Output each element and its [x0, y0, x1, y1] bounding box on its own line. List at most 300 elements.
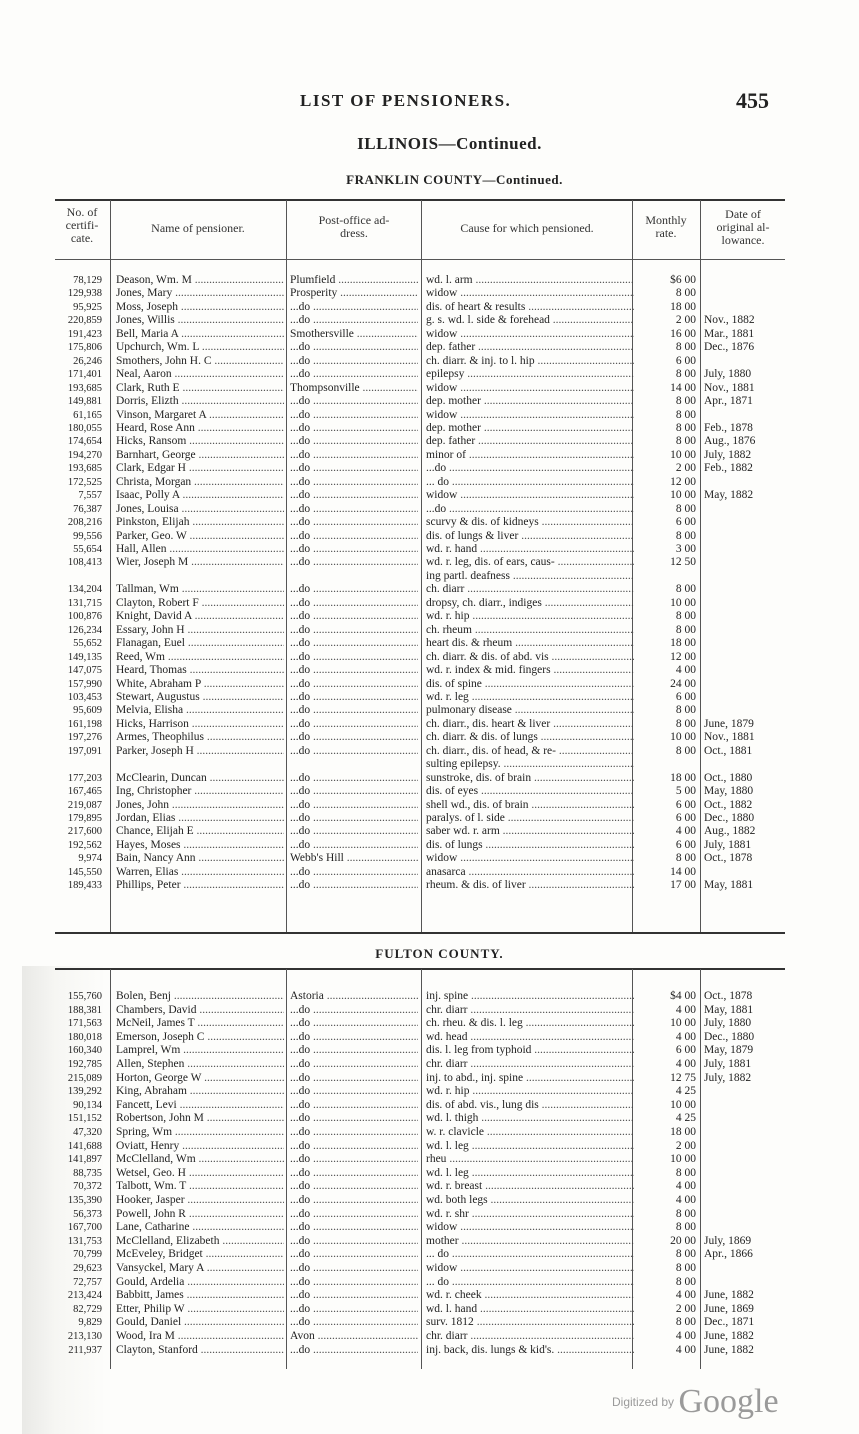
- cell-post: ...do .....: [290, 839, 418, 852]
- cell-cert: 88,735: [73, 1167, 102, 1179]
- cell-post: ...do .....: [290, 1180, 418, 1193]
- cell-cause: saber wd. r. arm .....: [426, 825, 634, 838]
- cell-name: Chance, Elijah E .....: [116, 825, 284, 838]
- cell-cert: 149,135: [67, 651, 102, 663]
- cell-post: ...do .....: [290, 355, 418, 368]
- cell-cause: wd. r. breast .....: [426, 1180, 634, 1193]
- cell-post: ...do .....: [290, 718, 418, 731]
- cell-rate: 2 00: [675, 314, 696, 327]
- cell-rate: 8 00: [675, 287, 696, 300]
- cell-date: Oct., 1881: [704, 744, 753, 757]
- cell-rate: 8 00: [675, 502, 696, 515]
- table-row: [0, 651, 859, 664]
- cell-cert: 217,600: [67, 826, 102, 838]
- cell-cert: 131,753: [67, 1235, 102, 1247]
- cell-name: Flanagan, Euel .....: [116, 637, 284, 650]
- table-row: [0, 1153, 859, 1166]
- cell-name: Jones, Willis .....: [116, 314, 284, 327]
- table-row: [0, 516, 859, 529]
- table-top-rule: [55, 199, 785, 201]
- cell-cause: dep. mother .....: [426, 422, 634, 435]
- cell-cert: 192,785: [67, 1059, 102, 1070]
- cell-cause: wd. both legs .....: [426, 1194, 634, 1207]
- cell-name: Stewart, Augustus .....: [116, 691, 284, 704]
- cell-name: Wood, Ira M .....: [116, 1330, 284, 1343]
- cell-cause: ch. diarr., dis. of head, & re- .....: [426, 745, 634, 758]
- cell-name: Lane, Catharine .....: [116, 1221, 284, 1234]
- cell-cert: 70,799: [73, 1249, 102, 1261]
- cell-post: ...do .....: [290, 1303, 418, 1316]
- cell-name: McEveley, Bridget .....: [116, 1248, 284, 1261]
- cell-rate: 10 00: [670, 1098, 696, 1111]
- cell-post: ...do .....: [290, 812, 418, 825]
- cell-rate: 8 00: [675, 1262, 696, 1274]
- table-row: [0, 409, 859, 422]
- header-rate: [633, 214, 699, 240]
- cell-name: McClelland, Elizabeth .....: [116, 1235, 284, 1248]
- cell-rate: 8 00: [675, 1166, 696, 1179]
- cell-post: ...do .....: [290, 866, 418, 879]
- table-row: [0, 489, 859, 502]
- cell-cause: minor of .....: [426, 449, 634, 462]
- table-row: [0, 990, 859, 1003]
- cell-name: Hicks, Ransom .....: [116, 435, 284, 448]
- cell-rate: 6 00: [675, 812, 696, 824]
- cell-cert: 129,938: [67, 288, 102, 300]
- cell-cause: wd. r. hand .....: [426, 543, 634, 556]
- table-row: [0, 785, 859, 798]
- cell-post: ...do .....: [290, 583, 418, 596]
- header-cert-line: cate.: [70, 231, 94, 245]
- cell-cert: 160,340: [67, 1045, 102, 1057]
- cell-post: ...do .....: [290, 1112, 418, 1125]
- cell-name: Wetsel, Geo. H .....: [116, 1167, 284, 1180]
- cell-cause: wd. l. hand .....: [426, 1303, 634, 1316]
- cell-post: ...do .....: [290, 530, 418, 543]
- cell-rate: 18 00: [670, 637, 696, 650]
- cell-name: Horton, George W .....: [116, 1072, 284, 1085]
- cell-name: Clayton, Robert F .....: [116, 597, 284, 610]
- header-cert: [56, 206, 108, 245]
- cell-cause: ch. diarr., dis. heart & liver .....: [426, 718, 634, 731]
- table-row: [0, 435, 859, 448]
- table-row: [0, 1058, 859, 1071]
- cell-cause: widow .....: [426, 1262, 634, 1275]
- cell-cause: wd. l. thigh .....: [426, 1112, 634, 1125]
- state-title: ILLINOIS—Continued.: [357, 134, 542, 153]
- cell-post: ...do .....: [290, 1208, 418, 1221]
- cell-post: ...do .....: [290, 691, 418, 704]
- running-title: LIST OF PENSIONERS.: [300, 91, 512, 110]
- table-row: [0, 1140, 859, 1153]
- cell-cert: 56,373: [73, 1208, 102, 1220]
- cell-date: June, 1882: [704, 1343, 754, 1356]
- cell-cert: 157,990: [67, 678, 102, 690]
- cell-cert: 9,974: [78, 853, 102, 865]
- cell-cert: 70,372: [73, 1181, 102, 1193]
- cell-post: ...do .....: [290, 341, 418, 354]
- header-cause: Cause for which pensioned.: [460, 221, 594, 235]
- table-row: [0, 1316, 859, 1329]
- cell-cause: wd. head .....: [426, 1031, 634, 1044]
- table-row: [0, 1248, 859, 1261]
- cell-date: May, 1879: [704, 1044, 754, 1057]
- cell-name: McClearin, Duncan .....: [116, 772, 284, 785]
- cell-cert: 147,075: [67, 665, 102, 677]
- cell-cause: mother .....: [426, 1235, 634, 1248]
- cell-rate: 5 00: [675, 785, 696, 798]
- table-row: [0, 825, 859, 838]
- cell-rate: 14 00: [670, 381, 696, 394]
- cell-date: Nov., 1882: [704, 314, 755, 327]
- cell-name: Clayton, Stanford .....: [116, 1344, 284, 1357]
- cell-cause: dis. of eyes .....: [426, 785, 634, 798]
- cell-post: ...do .....: [290, 422, 418, 435]
- cell-cert: 55,652: [73, 638, 102, 650]
- cell-cause: shell wd., dis. of brain .....: [426, 799, 634, 812]
- cell-rate: 18 00: [670, 300, 696, 313]
- header-date-line: lowance.: [721, 233, 765, 247]
- table-row: [0, 556, 859, 569]
- cell-date: July, 1881: [704, 838, 752, 851]
- cell-rate: 16 00: [670, 327, 696, 340]
- cell-cause: dis. of lungs & liver .....: [426, 530, 634, 543]
- cell-date: Nov., 1881: [704, 381, 755, 394]
- cell-post: ...do .....: [290, 1235, 418, 1248]
- table-row: [0, 758, 859, 771]
- cell-rate: 4 00: [675, 1180, 696, 1193]
- cell-cause: epilepsy .....: [426, 368, 634, 381]
- cell-name: Jones, Mary .....: [116, 287, 284, 300]
- cell-post: ...do .....: [290, 368, 418, 381]
- cell-rate: 12 00: [670, 650, 696, 663]
- cell-rate: 8 00: [675, 408, 696, 421]
- cell-name: Wier, Joseph M .....: [116, 556, 284, 569]
- table-row: [0, 368, 859, 381]
- cell-cause: wd. r. shr .....: [426, 1208, 634, 1221]
- header-post-line: Post-office ad-: [318, 213, 390, 227]
- header-cert-line: certifi-: [65, 218, 99, 232]
- cell-rate: 4 25: [675, 1085, 696, 1098]
- cell-date: Apr., 1866: [704, 1248, 753, 1261]
- cell-post: ...do .....: [290, 1221, 418, 1234]
- cell-rate: 8 00: [675, 341, 696, 354]
- cell-cause: dep. father .....: [426, 341, 634, 354]
- cell-name: Heard, Rose Ann .....: [116, 422, 284, 435]
- cell-cause: widow .....: [426, 1221, 634, 1234]
- cell-cause: heart dis. & rheum .....: [426, 637, 634, 650]
- cell-date: May, 1880: [704, 785, 754, 798]
- cell-date: Dec., 1880: [704, 812, 755, 824]
- cell-cause: dis. of heart & results .....: [426, 301, 634, 314]
- cell-cert: 78,129: [73, 275, 102, 286]
- cell-cause: dis. of abd. vis., lung dis .....: [426, 1099, 634, 1112]
- cell-name: McClelland, Wm .....: [116, 1153, 284, 1166]
- cell-cause: ch. diarr. & dis. of abd. vis .....: [426, 651, 634, 664]
- cell-rate: 8 00: [675, 529, 696, 542]
- cell-name: Ing, Christopher .....: [116, 785, 284, 798]
- cell-post: ...do .....: [290, 1004, 418, 1017]
- table-row: [0, 1303, 859, 1316]
- cell-post: ...do .....: [290, 1058, 418, 1071]
- cell-post: ...do .....: [290, 556, 418, 569]
- cell-rate: 8 00: [675, 704, 696, 717]
- cell-rate: $6 00: [670, 274, 696, 286]
- cell-cause: sunstroke, dis. of brain .....: [426, 772, 634, 785]
- cell-post: ...do .....: [290, 314, 418, 327]
- table-row: [0, 1276, 859, 1289]
- cell-name: Neal, Aaron .....: [116, 368, 284, 381]
- cell-cert: 174,654: [67, 436, 102, 448]
- table-row: [0, 570, 859, 583]
- cell-name: Armes, Theophilus .....: [116, 731, 284, 744]
- cell-name: Reed, Wm .....: [116, 651, 284, 664]
- cell-name: Bell, Maria A .....: [116, 328, 284, 341]
- table-row: [0, 395, 859, 408]
- table-row: [0, 274, 859, 287]
- cell-rate: 4 00: [675, 825, 696, 838]
- cell-cause: wd. r. hip .....: [426, 610, 634, 623]
- cell-rate: 18 00: [670, 1126, 696, 1138]
- cell-rate: 8 00: [675, 395, 696, 408]
- cell-post: ...do .....: [290, 664, 418, 677]
- cell-rate: 18 00: [670, 771, 696, 784]
- cell-cert: 151,152: [67, 1113, 102, 1125]
- table-row: [0, 866, 859, 879]
- cell-cert: 180,055: [67, 422, 102, 434]
- page-number: 455: [736, 88, 769, 113]
- cell-name: Jordan, Elias .....: [116, 812, 284, 825]
- cell-post: ...do .....: [290, 476, 418, 489]
- cell-rate: 8 00: [675, 368, 696, 381]
- cell-cause: widow .....: [426, 852, 634, 865]
- cell-cert: 126,234: [67, 624, 102, 636]
- cell-post: ...do .....: [290, 879, 418, 892]
- cell-date: June, 1882: [704, 1330, 754, 1342]
- cell-rate: 10 00: [670, 448, 696, 461]
- cell-cause: widow .....: [426, 489, 634, 502]
- cell-cert: 194,270: [67, 449, 102, 461]
- fulton-table-top-rule: [55, 968, 785, 970]
- table-row: [0, 328, 859, 341]
- table-row: [0, 1004, 859, 1017]
- cell-cause: ...do .....: [426, 503, 634, 516]
- cell-name: Oviatt, Henry .....: [116, 1140, 284, 1153]
- cell-name: Spring, Wm .....: [116, 1126, 284, 1139]
- cell-rate: 6 00: [675, 1044, 696, 1057]
- cell-cause: scurvy & dis. of kidneys .....: [426, 516, 634, 529]
- cell-cause: wd. r. index & mid. fingers .....: [426, 664, 634, 677]
- table-row: [0, 704, 859, 717]
- cell-post: ...do .....: [290, 301, 418, 314]
- cell-name: Powell, John R .....: [116, 1208, 284, 1221]
- cell-post: ...do .....: [290, 704, 418, 717]
- cell-rate: 10 00: [670, 1153, 696, 1166]
- cell-post: ...do .....: [290, 395, 418, 408]
- cell-date: May, 1882: [704, 489, 754, 502]
- cell-date: June, 1882: [704, 1289, 754, 1302]
- cell-cert: 219,087: [67, 799, 102, 811]
- cell-cert: 188,381: [67, 1004, 102, 1016]
- cell-rate: 8 00: [675, 852, 696, 865]
- cell-cert: 192,562: [67, 839, 102, 851]
- cell-name: Hall, Allen .....: [116, 543, 284, 556]
- google-logo: Google: [678, 1383, 779, 1420]
- table-row: [0, 745, 859, 758]
- cell-rate: 8 00: [675, 610, 696, 623]
- cell-rate: 6 00: [675, 690, 696, 703]
- cell-cert: 99,556: [73, 530, 102, 542]
- cell-date: Aug., 1876: [704, 435, 756, 448]
- cell-rate: 8 00: [675, 421, 696, 434]
- cell-rate: 3 00: [675, 543, 696, 555]
- cell-cert: 100,876: [67, 611, 102, 623]
- table-row: [0, 503, 859, 516]
- cell-post: ...do .....: [290, 1289, 418, 1302]
- cell-name: Vinson, Margaret A .....: [116, 409, 284, 422]
- table-row: [0, 1167, 859, 1180]
- table-row: [0, 1235, 859, 1248]
- cell-post: ...do .....: [290, 1126, 418, 1139]
- cell-name: Lamprel, Wm .....: [116, 1044, 284, 1057]
- cell-rate: 6 00: [675, 354, 696, 367]
- cell-cert: 72,757: [73, 1276, 102, 1288]
- cell-date: Dec., 1880: [704, 1030, 755, 1043]
- cell-cause: inj. spine .....: [426, 990, 634, 1003]
- table-row: [0, 1262, 859, 1275]
- cell-name: Heard, Thomas .....: [116, 664, 284, 677]
- cell-name: Smothers, John H. C .....: [116, 355, 284, 368]
- cell-cause: dis. of lungs .....: [426, 839, 634, 852]
- table-row: [0, 462, 859, 475]
- cell-name: Parker, Joseph H .....: [116, 745, 284, 758]
- cell-cause: dis. l. leg from typhoid .....: [426, 1044, 634, 1057]
- cell-cert: 167,700: [67, 1222, 102, 1234]
- cell-name: Bolen, Benj .....: [116, 990, 284, 1003]
- cell-cert: 220,859: [67, 315, 102, 327]
- cell-cause: paralys. of l. side .....: [426, 812, 634, 825]
- cell-post: ...do .....: [290, 610, 418, 623]
- cell-date: Mar., 1881: [704, 327, 755, 340]
- cell-name: Robertson, John M .....: [116, 1112, 284, 1125]
- cell-cause: ...do .....: [426, 462, 634, 475]
- cell-rate: 4 00: [675, 664, 696, 677]
- cell-rate: 4 25: [675, 1112, 696, 1125]
- cell-rate: 6 00: [675, 838, 696, 851]
- cell-cause: inj. to abd., inj. spine .....: [426, 1072, 634, 1085]
- cell-name: Melvia, Elisha .....: [116, 704, 284, 717]
- table-row: [0, 1344, 859, 1357]
- cell-cause: wd. l. arm .....: [426, 274, 634, 287]
- table-row: [0, 664, 859, 677]
- cell-cause: pulmonary disease .....: [426, 704, 634, 717]
- cell-cert: 9,829: [78, 1317, 102, 1329]
- header-rate-line: Monthly: [645, 213, 687, 227]
- table-row: [0, 1180, 859, 1193]
- cell-date: Dec., 1871: [704, 1316, 755, 1329]
- cell-name: Warren, Elias .....: [116, 866, 284, 879]
- cell-cert: 193,685: [67, 382, 102, 394]
- header-name: Name of pensioner.: [151, 221, 245, 235]
- cell-cert: 208,216: [67, 517, 102, 529]
- cell-cert: 108,413: [67, 557, 102, 569]
- cell-cert: 193,685: [67, 463, 102, 475]
- cell-rate: 8 00: [675, 717, 696, 730]
- cell-name: Fancett, Levi .....: [116, 1099, 284, 1112]
- cell-cert: 171,401: [67, 369, 102, 381]
- table-row: [0, 422, 859, 435]
- cell-date: July, 1880: [704, 368, 752, 381]
- table-row: [0, 382, 859, 395]
- cell-name: Christa, Morgan .....: [116, 476, 284, 489]
- table-row: [0, 1072, 859, 1085]
- table-row: [0, 355, 859, 368]
- cell-cause: widow .....: [426, 328, 634, 341]
- cell-rate: 14 00: [670, 865, 696, 878]
- cell-cert: 141,897: [67, 1154, 102, 1166]
- table-row: [0, 678, 859, 691]
- table-row: [0, 449, 859, 462]
- cell-post: Thompsonville .....: [290, 382, 418, 395]
- cell-post: ...do .....: [290, 1316, 418, 1329]
- cell-name: Babbitt, James .....: [116, 1289, 284, 1302]
- cell-cert: 29,623: [73, 1263, 102, 1274]
- cell-post: ...do .....: [290, 435, 418, 448]
- cell-date: July, 1880: [704, 1017, 752, 1030]
- cell-name: Deason, Wm. M .....: [116, 274, 284, 287]
- table-row: [0, 301, 859, 314]
- cell-rate: 4 00: [675, 1058, 696, 1070]
- cell-post: ...do .....: [290, 624, 418, 637]
- cell-rate: 6 00: [675, 798, 696, 811]
- cell-cert: 135,390: [67, 1195, 102, 1206]
- cell-post: ...do .....: [290, 772, 418, 785]
- cell-date: July, 1881: [704, 1058, 752, 1070]
- cell-cause: wd. r. cheek .....: [426, 1289, 634, 1302]
- table-row: [0, 812, 859, 825]
- cell-cause: ch. diarr .....: [426, 583, 634, 596]
- header-post-line: dress.: [340, 226, 368, 240]
- table-row: [0, 583, 859, 596]
- table-row: [0, 476, 859, 489]
- cell-cause: ch. diarr. & inj. to l. hip .....: [426, 355, 634, 368]
- cell-name: Bain, Nancy Ann .....: [116, 852, 284, 865]
- table-row: [0, 718, 859, 731]
- cell-cause: wd. r. hip .....: [426, 1085, 634, 1098]
- table-row: [0, 637, 859, 650]
- cell-post: Prosperity .....: [290, 287, 418, 300]
- cell-rate: 8 00: [675, 435, 696, 448]
- cell-rate: 8 00: [675, 583, 696, 596]
- cell-cause: sulting epilepsy. .....: [426, 758, 634, 771]
- table-row: [0, 731, 859, 744]
- cell-post: ...do .....: [290, 503, 418, 516]
- header-date-line: original al-: [716, 220, 770, 234]
- county-title: FRANKLIN COUNTY—Continued.: [346, 172, 563, 187]
- table-bottom-rule: [55, 932, 785, 934]
- cell-cert: 213,424: [67, 1290, 102, 1302]
- cell-post: ...do .....: [290, 1140, 418, 1153]
- cell-name: King, Abraham .....: [116, 1085, 284, 1098]
- cell-rate: 20 00: [670, 1234, 696, 1247]
- cell-name: Parker, Geo. W .....: [116, 530, 284, 543]
- cell-cert: 26,246: [73, 355, 102, 367]
- table-row: [0, 530, 859, 543]
- cell-post: ...do .....: [290, 1153, 418, 1166]
- cell-date: Nov., 1881: [704, 731, 755, 744]
- cell-name: McNeil, James T .....: [116, 1017, 284, 1030]
- cell-post: ...do .....: [290, 799, 418, 812]
